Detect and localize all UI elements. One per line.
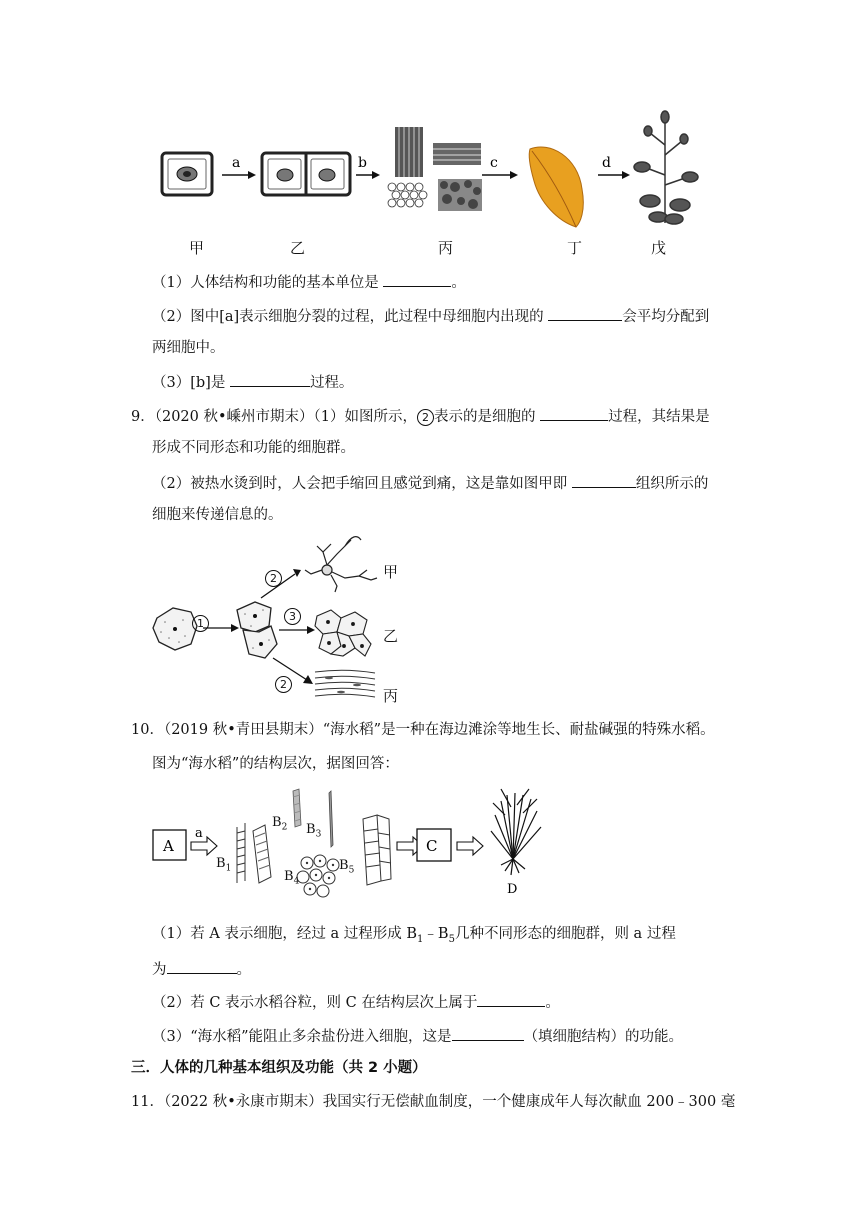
plant-d-label: D: [507, 882, 518, 897]
fig1-label-wu: 戊: [651, 239, 667, 257]
fig2-label-yi: 乙: [383, 627, 399, 645]
whole-plant-diagram: [634, 111, 698, 224]
q8-line-2: （2）图中[a]表示细胞分裂的过程，此过程中母细胞内出现的 会平均分配到: [152, 305, 709, 327]
q11-line-1: 11．（2022 秋•永康市期末）我国实行无偿献血制度，一个健康成年人每次献血 200﹣300 毫: [131, 1094, 736, 1110]
q9-line-2: 形成不同形态和功能的细胞群。: [152, 440, 355, 456]
q10-line-1: 10．（2019 秋•青田县期末）“海水稻”是一种在海边滩涂等地生长、耐盐碱强的特殊水稻。: [131, 722, 715, 738]
tissues-diagram: [388, 127, 482, 211]
b2-tissue-diagram: [293, 789, 301, 827]
b4-label: $B_4$: [284, 869, 300, 887]
step-circle-3: 3: [284, 608, 301, 625]
fig1-label-ding: 丁: [567, 239, 583, 257]
arrow-a-label: a: [195, 826, 203, 841]
fig1-label-jia: 甲: [189, 239, 205, 257]
answer-blank[interactable]: [167, 958, 237, 974]
step-circle-2-top: 2: [265, 570, 282, 587]
answer-blank[interactable]: [548, 305, 622, 321]
circled-number: 2: [417, 409, 434, 426]
b3-tissue-diagram: [329, 791, 333, 847]
q9-line-4: 细胞来传递信息的。: [152, 507, 283, 523]
q10-line-4: 为 。: [152, 958, 251, 980]
fig2-label-jia: 甲: [383, 563, 399, 581]
step-circle-1: 1: [192, 615, 209, 632]
two-cells-diagram: [262, 153, 350, 195]
arrow-label-d: d: [602, 155, 611, 171]
fig2-label-bing: 丙: [383, 687, 399, 705]
nerve-cell-diagram: [305, 537, 377, 592]
step-circle-2-bottom: 2: [275, 676, 292, 693]
dividing-cells-diagram: [237, 602, 277, 658]
b2-label: $B_2$: [272, 815, 288, 833]
figure-plant-cell-development: [150, 105, 740, 250]
cell-group-diagram: [315, 610, 371, 656]
q8-line-3: 两细胞中。: [152, 340, 225, 356]
answer-blank[interactable]: [230, 371, 310, 387]
arrow-label-c: c: [490, 155, 498, 171]
box-c-label: C: [426, 837, 438, 855]
b1-label: $B_1$: [216, 856, 232, 874]
answer-blank[interactable]: [540, 405, 608, 421]
b1-tissue-diagram: [237, 823, 271, 883]
q10-line-5: （2）若 C 表示水稻谷粒，则 C 在结构层次上属于 。: [152, 991, 560, 1013]
q10-line-3: （1）若 A 表示细胞，经过 a 过程形成 $B_1﹣B_5$几种不同形态的细胞群，则 a 过程: [152, 926, 676, 945]
muscle-tissue-diagram: [315, 670, 375, 697]
answer-blank[interactable]: [452, 1025, 524, 1041]
q9-line-1: 9．（2020 秋•嵊州市期末）（1）如图所示， 2 表示的是细胞的 过程，其结果是: [131, 405, 710, 427]
arrow-label-b: b: [358, 155, 367, 171]
answer-blank[interactable]: [572, 472, 636, 488]
answer-blank[interactable]: [383, 271, 451, 287]
stem-cell-diagram: [153, 608, 197, 650]
arrow-label-a: a: [232, 155, 241, 171]
b5-label: $B_5$: [339, 858, 355, 876]
q8-line-4: （3）[b]是 过程。: [152, 371, 353, 393]
b3-label: $B_3$: [306, 822, 322, 840]
single-cell-diagram: [162, 153, 212, 195]
rice-plant-diagram: [491, 789, 541, 875]
leaf-diagram: [529, 147, 583, 227]
b5-tissue-diagram: [363, 815, 391, 885]
fig1-label-bing: 丙: [438, 239, 454, 257]
fig1-label-yi: 乙: [290, 239, 306, 257]
b4-tissue-diagram: [297, 855, 339, 897]
q10-line-6: （3）“海水稻”能阻止多余盐份进入细胞，这是 （填细胞结构）的功能。: [152, 1025, 683, 1047]
box-a-label: A: [163, 837, 174, 855]
figure-sea-rice-structure: [145, 785, 575, 900]
q9-line-3: （2）被热水烫到时，人会把手缩回且感觉到痛，这是靠如图甲即 组织所示的: [152, 472, 708, 494]
q10-line-2: 图为“海水稻”的结构层次，据图回答：: [152, 756, 399, 772]
section-heading: 三．人体的几种基本组织及功能（共 2 小题）: [131, 1060, 427, 1076]
answer-blank[interactable]: [477, 991, 545, 1007]
q8-line-1: （1）人体结构和功能的基本单位是 。: [152, 271, 466, 293]
